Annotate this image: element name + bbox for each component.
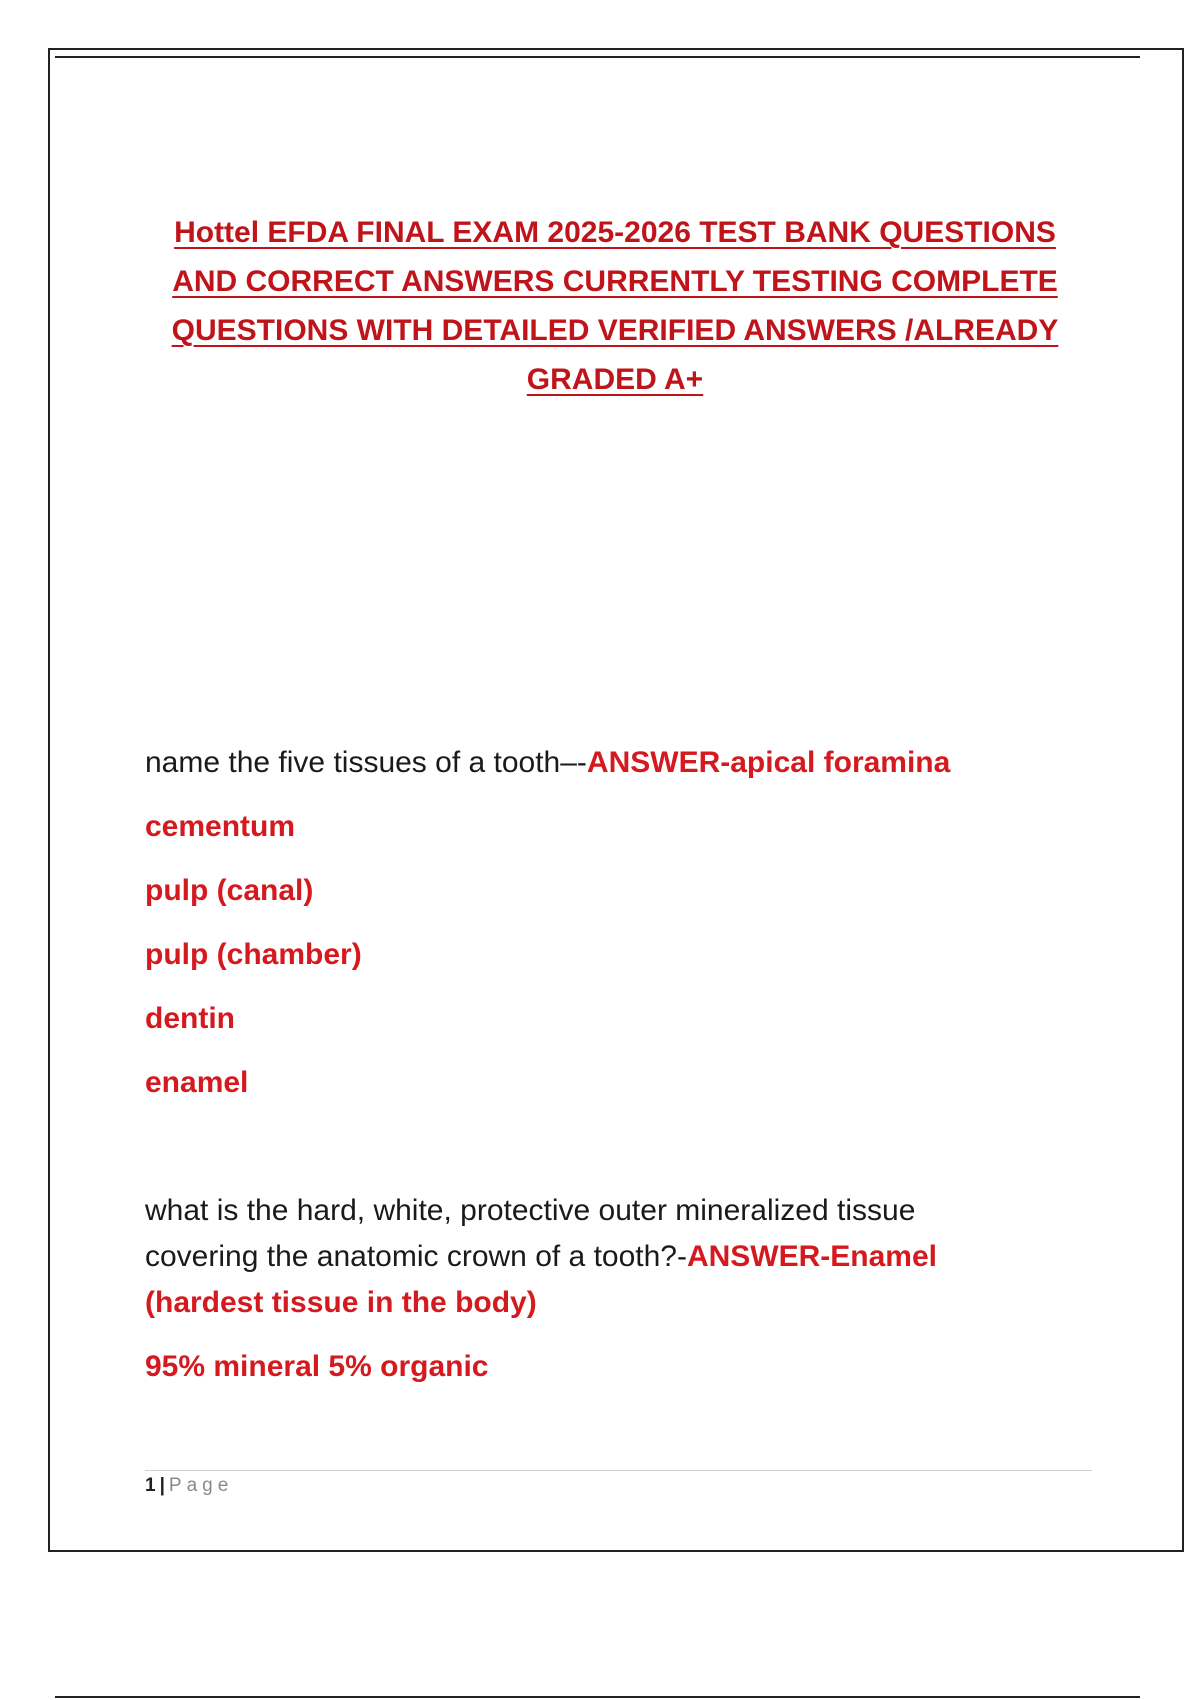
answer-1-item: pulp (chamber) [145, 938, 362, 971]
question-2-text: covering the anatomic crown of a tooth?- [145, 1240, 687, 1273]
question-2-line-1: what is the hard, white, protective outer mineralized tissue [145, 1194, 916, 1227]
question-2-line-2 [145, 1234, 1095, 1280]
next-page-top-rule [55, 1696, 1140, 1698]
question-1-text: name the five tissues of a tooth–- [145, 746, 587, 779]
document-title [140, 208, 1090, 404]
answer-1-item: cementum [145, 810, 296, 843]
page-footer [145, 1475, 233, 1497]
question-block-2 [145, 1188, 1095, 1390]
page-number: 1 [145, 1475, 156, 1496]
answer-2-line-3: 95% mineral 5% organic [145, 1350, 489, 1383]
answer-1-item: pulp (canal) [145, 874, 314, 907]
footer-rule [145, 1470, 1092, 1471]
footer-separator: | [159, 1475, 165, 1496]
title-line-1: Hottel EFDA FINAL EXAM 2025-2026 TEST BANK QUESTIONS [174, 216, 1056, 249]
answer-1-item: dentin [145, 1002, 235, 1035]
answer-1-lead: ANSWER-apical foramina [586, 746, 951, 779]
page-label: Page [168, 1475, 234, 1496]
answer-1-item: enamel [145, 1066, 249, 1099]
answer-2-lead: ANSWER-Enamel [686, 1240, 938, 1273]
title-line-4: GRADED A+ [526, 363, 704, 396]
answer-2-line-2: (hardest tissue in the body) [145, 1286, 537, 1319]
question-1-line [145, 740, 1095, 786]
title-line-3: QUESTIONS WITH DETAILED VERIFIED ANSWERS /ALREADY [171, 314, 1059, 347]
title-line-2: AND CORRECT ANSWERS CURRENTLY TESTING COMPLETE [172, 265, 1058, 298]
question-block-1 [145, 740, 1095, 1106]
